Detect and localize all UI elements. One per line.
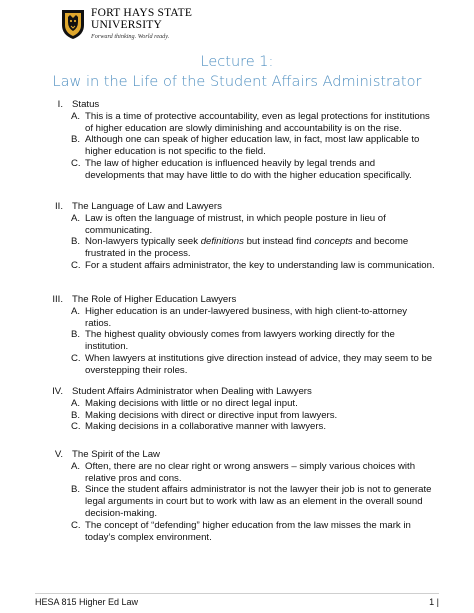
university-logo [60,8,192,40]
outline-item [35,520,435,544]
item-letter: B. [71,329,81,341]
item-text: Making decisions with little or no direct legal input. [85,397,298,409]
item-letter: B. [71,409,81,421]
outline-section-3 [35,294,435,377]
item-letter: B. [71,236,81,248]
outline-item [35,353,435,377]
university-name-line2: UNIVERSITY [91,18,162,31]
outline-section-2 [35,201,435,272]
outline-section-1 [35,99,435,182]
item-text-post: and become frustrated in the process. [85,236,409,260]
section-heading: The Language of Law and Lawyers [72,201,222,212]
item-text: The highest quality obviously comes from lawyers working directly for the institution. [85,329,395,353]
item-text: This is a time of protective accountability, even as legal protections for institutions of higher education are slowly diminishing and accountability is on the rise. [85,110,430,134]
item-letter: C. [71,259,81,271]
item-text-emphasis: concepts [314,236,353,248]
outline-item [35,158,435,182]
university-name-line1: FORT HAYS STATE [91,7,193,19]
outline-item [35,329,435,353]
item-text-emphasis: definitions [200,236,244,248]
section-heading: The Spirit of the Law [72,449,160,460]
item-letter: C. [71,352,81,364]
university-tagline: Forward thinking. World ready. [91,33,170,40]
lecture-title: Law in the Life of the Student Affairs Administrator [52,74,422,90]
section-heading: Status [72,99,100,110]
item-text: The law of higher education is influenced heavily by legal trends and developments that may have little to do with the higher education specifically. [85,157,412,181]
item-letter: A. [71,460,81,472]
outline-item [35,461,435,485]
item-letter: A. [71,110,81,122]
section-heading: The Role of Higher Education Lawyers [72,294,237,305]
outline-item [35,260,435,272]
footer-course: HESA 815 Higher Ed Law [35,597,139,607]
item-text: The concept of “defending” higher education from the law misses the mark in today’s complex environment. [85,519,411,543]
outline-item [35,213,435,237]
item-text: Making decisions in a collaborative manner with lawyers. [85,421,327,433]
outline-item [35,306,435,330]
section-numeral: V. [54,449,63,460]
item-letter: B. [71,484,81,496]
item-letter: A. [71,305,81,317]
section-numeral: IV. [52,386,63,397]
outline-item [35,134,435,158]
item-letter: C. [71,421,81,433]
outline-item [35,421,435,433]
section-numeral: II. [55,201,63,212]
outline-item [35,111,435,135]
section-heading: Student Affairs Administrator when Dealing with Lawyers [72,386,312,397]
item-text: Since the student affairs administrator is not the lawyer their job is not to generate legal arguments in court but to work with law as an element in the overall sound decision-making. [85,484,432,519]
item-text: Law is often the language of mistrust, in which people posture in lieu of communicating. [85,212,386,236]
item-text-mid: but instead find [243,236,315,248]
outline-item [35,398,435,410]
item-text: When lawyers at institutions give direction instead of advice, they may seem to be overstepping their roles. [85,352,433,376]
item-text: For a student affairs administrator, the key to understanding law is communication. [85,259,435,271]
item-text: Making decisions with direct or directive input from lawyers. [85,409,338,421]
section-numeral: III. [52,294,63,305]
item-letter: C. [71,519,81,531]
outline-item [35,410,435,422]
section-numeral: I. [57,99,63,110]
outline-section-4 [35,386,435,433]
outline-item [35,236,435,260]
item-letter: C. [71,157,81,169]
outline-item [35,484,435,519]
item-text: Higher education is an under-lawyered business, with high client-to-attorney ratios. [85,305,408,329]
lecture-number: Lecture 1: [200,54,274,70]
page-footer [35,593,439,607]
outline-section-5 [35,449,435,543]
item-text: Often, there are no clear right or wrong answers – simply various choices with relative pros and cons. [85,460,416,484]
footer-page-number: 1 | [429,597,439,607]
item-letter: B. [71,134,81,146]
item-letter: A. [71,397,81,409]
tiger-shield-icon [60,8,86,40]
item-text: Although one can speak of higher education law, in fact, most law applicable to higher education is not specific to the field. [85,134,420,158]
item-text-pre: Non-lawyers typically seek [85,236,201,248]
item-letter: A. [71,212,81,224]
